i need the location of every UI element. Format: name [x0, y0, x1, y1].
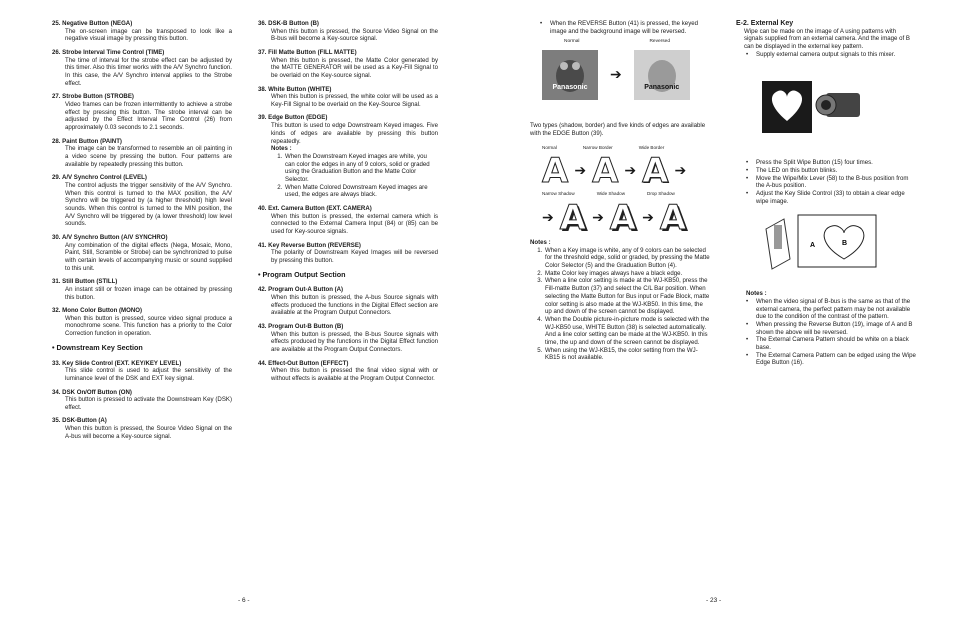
- notes-heading: Notes :: [746, 290, 767, 298]
- normal-caption: Normal: [564, 39, 580, 45]
- manual-item: [52, 234, 232, 273]
- edge-caption: Narrow Shadow: [542, 191, 575, 197]
- item-title: 44. Effect-Out Button (EFFECT): [258, 359, 349, 367]
- item-body: The on-screen image can be transposed to look like a negative visual image by pressing this button.: [65, 27, 232, 43]
- note-item: 2. When Matte Colored Downstream Keyed images are used, the edges are always black.: [284, 184, 438, 199]
- arrow-right-icon: ➔: [592, 209, 604, 226]
- camera-heart-illustration: [760, 73, 870, 143]
- edge-caption: Wide Shadow: [596, 191, 626, 197]
- item-title: 27. Strobe Button (STROBE): [52, 93, 134, 101]
- manual-item: [258, 49, 438, 80]
- arrow-right-icon: ➔: [574, 162, 587, 179]
- manual-item: [52, 138, 232, 169]
- item-body: This button is pressed to activate the Downstream Key (DSK) effect.: [65, 396, 232, 411]
- item-body: The polarity of Downstream Keyed Images will be reversed by pressing this button.: [271, 249, 438, 264]
- item-body: When this button is pressed the final video signal with or without effects is available at the Program Output Connector.: [271, 367, 438, 382]
- bear-figure-icon: [542, 50, 598, 100]
- item-title: 42. Program Out-A Button (A): [258, 286, 344, 294]
- letter-a-normal: A: [542, 151, 569, 192]
- edge-caption: Normal: [542, 144, 557, 150]
- manual-item: [52, 417, 232, 440]
- arrow-right-icon: ➔: [674, 162, 687, 179]
- item-body: When this button is pressed, the A-bus Source signals with effects produced the functions in the Digital Effect section are available at the Program Output Connectors.: [271, 294, 438, 317]
- manual-item: [258, 360, 438, 383]
- item-title: 29. A/V Synchro Control (LEVEL): [52, 174, 147, 182]
- right-column-1: [530, 20, 710, 362]
- manual-item: [52, 20, 232, 43]
- section-heading: • Program Output Section: [258, 269, 346, 279]
- edge-captions-bottom: [542, 190, 710, 198]
- notes-heading: Notes :: [271, 145, 292, 153]
- edge-intro: Two types (shadow, border) and five kinds of edges are available with the EDGE Button (39).: [530, 122, 706, 137]
- letter-a-drop-shadow: A: [659, 197, 687, 238]
- edge-caption: Narrow Border: [582, 144, 613, 150]
- notes-list: [736, 298, 916, 367]
- item-title: 38. White Button (WHITE): [258, 85, 332, 93]
- item-title: 25. Negative Button (NEGA): [52, 20, 133, 27]
- item-title: 37. Fill Matte Button (FILL MATTE): [258, 48, 357, 56]
- letter-a-wide-border: A: [642, 151, 669, 192]
- normal-image: [542, 50, 598, 100]
- item-body: When this button is pressed, the Matte Color generated by the MATTE GENERATOR will be used as a Key-Fill Signal to be overlaid on the Key-source signal.: [271, 56, 438, 80]
- label-a: A: [810, 242, 816, 250]
- notes-heading: Notes :: [530, 238, 551, 246]
- item-body: When this button is pressed, source video signal produce a monochrome scene. This function has a priority to the Color Correction function in operation.: [65, 314, 232, 338]
- arrow-right-icon: ➔: [642, 209, 654, 226]
- item-body: When this button is pressed, the white color will be used as a Key-Fill Signal to be overlaid on the Key-Source Signal.: [271, 93, 438, 108]
- note-item: • The External Camera Pattern can be edged using the Wipe Edge Button (16).: [746, 352, 916, 367]
- brand-label: Panasonic: [552, 84, 588, 92]
- manual-item: [52, 278, 232, 301]
- arrow-right-icon: ➔: [542, 209, 554, 226]
- item-body: An instant still or frozen image can be obtained by pressing this button.: [65, 285, 232, 301]
- note-item: • When the video signal of B-bus is the same as that of the external camera, the perfect pattern may be not available due to the condition of the contrast of the pattern.: [746, 298, 916, 321]
- reverse-bullet: • When the REVERSE Button (41) is pressed, the keyed image and the background image will be reversed.: [540, 20, 710, 35]
- note-item: • The External Camera Pattern should be white on a black base.: [746, 336, 916, 351]
- item-body: The control adjusts the trigger sensitivity of the A/V Synchro. When this control is turned to the MAX position, the A/V Synchro will be triggered by (a higher threshold) high level sounds. When this control is turned to the MIN position, the A/V Synchro will be triggered by (a lower threshold) low level sounds.: [65, 181, 232, 228]
- arrow-right-icon: ➔: [624, 162, 637, 179]
- note-item: 2. Matte Color key images always have a black edge.: [544, 270, 710, 278]
- manual-item: [52, 360, 232, 383]
- step-item: • The LED on this button blinks.: [746, 167, 916, 175]
- reversed-image: [634, 50, 690, 100]
- section-heading: • Downstream Key Section: [52, 342, 143, 352]
- reverse-illustration: [542, 50, 710, 100]
- edge-row-bottom: [542, 197, 710, 238]
- manual-item: [52, 49, 232, 88]
- label-b: B: [842, 240, 848, 248]
- manual-item: [258, 323, 438, 354]
- item-body: When this button is pressed, the Source Video Signal on the B-bus will become a Key-source signal.: [271, 27, 438, 43]
- item-title: 33. Key Slide Control (EXT. KEY/KEY LEVEL): [52, 359, 182, 367]
- left-column-1: [52, 20, 232, 446]
- note-item: 1. When a Key image is white, any of 9 colors can be selected for the threshold edge, solid or graded, by pressing the Matte Color Selector (5) and the Graduation Button (4).: [544, 247, 710, 270]
- letter-a-narrow-shadow: A: [559, 197, 587, 238]
- note-item: 5. When using the WJ-KB15, the color setting from the WJ-KB15 is not available.: [544, 347, 710, 362]
- manual-item: [258, 242, 438, 265]
- note-item: 3. When a line color setting is made at the WJ-KB50, press the Fill-matte Button (37) and select the C/L Bar position. When selecting the Matte Button for Bus input or Fade Block, matte color setting is also made at the WJ-KB50. In this time, the up and down of the screen cannot be displayed.: [544, 277, 710, 316]
- manual-item: [52, 174, 232, 228]
- item-title: 35. DSK-Button (A): [52, 417, 107, 425]
- item-title: 26. Strobe Interval Time Control (TIME): [52, 48, 165, 56]
- edge-captions-top: [542, 144, 710, 152]
- manual-item: [52, 93, 232, 132]
- brand-label: Panasonic: [644, 84, 680, 92]
- notes-list: [530, 247, 710, 363]
- arrow-right-icon: ➔: [610, 66, 622, 83]
- manual-item: [52, 307, 232, 338]
- item-body: This slide control is used to adjust the sensitivity of the luminance level of the DSK and EXT key signal.: [65, 367, 232, 382]
- left-column-2: [258, 20, 438, 389]
- page-number: - 23 -: [706, 597, 722, 604]
- manual-item: [258, 205, 438, 236]
- manual-item: [258, 286, 438, 317]
- notes-list: [258, 153, 438, 199]
- item-title: 28. Paint Button (PAINT): [52, 137, 122, 145]
- note-item: 4. When the Double picture-in-picture mode is selected with the WJ-KB50 use, WHITE Button (38) is selected automatically. And a line color setting can be made at the WJ-KB50. In this time, the up and down of the screen cannot be displayed.: [544, 316, 710, 347]
- page-number: - 6 -: [238, 597, 250, 604]
- item-body: When this button is pressed, the external camera which is connected to the External Camera Input (84) or (85) can be used for Key-source signals.: [271, 212, 438, 236]
- bear-figure-icon: [634, 50, 690, 100]
- item-body: Any combination of the digital effects (Nega, Mosaic, Mono, Paint, Still, Scramble or Strobe) can be synchronized to pulse with certain levels of accompanying music or sound supplied to this unit.: [65, 241, 232, 272]
- manual-item: [52, 389, 232, 412]
- section-title: E-2. External Key: [736, 20, 794, 27]
- item-body: The time of interval for the strobe effect can be adjusted by this timer. Also this timer works with the A/V Synchro function. In this case, the A/V Synchro interval applies to the Strobe effect.: [65, 56, 232, 87]
- edge-caption: Wide Border: [638, 144, 665, 150]
- item-title: 36. DSK-B Button (B): [258, 20, 319, 27]
- item-title: 40. Ext. Camera Button (EXT. CAMERA): [258, 204, 372, 212]
- wipe-lever-illustration: [760, 209, 880, 271]
- item-title: 31. Still Button (STILL): [52, 278, 118, 286]
- section-body: Wipe can be made on the image of A using patterns with signals supplied from an external camera. And the image of B can be displayed in the external key pattern.: [744, 27, 910, 51]
- item-title: 43. Program Out-B Button (B): [258, 322, 344, 330]
- reverse-bullet-list: [530, 20, 710, 35]
- letter-a-narrow-border: A: [592, 151, 619, 192]
- manual-item: [258, 114, 438, 199]
- note-item: • When pressing the Reverse Button (19), image of A and B shown the above will be reversed.: [746, 321, 916, 336]
- item-title: 39. Edge Button (EDGE): [258, 114, 328, 122]
- item-title: 34. DSK On/Off Button (ON): [52, 388, 132, 396]
- right-column-2: [736, 20, 916, 367]
- letter-a-wide-shadow: A: [609, 197, 637, 238]
- item-body: Video frames can be frozen intermittently to achieve a strobe effect by pressing this button. The strobe interval can be adjusted by the Effect Interval Time Control (26) from approximately 0.03 seconds to 2.1 seconds.: [65, 100, 232, 132]
- item-body: This button is used to edge Downstream Keyed images. Five kinds of edges are available by pressing this button repeatedly.: [271, 122, 438, 145]
- step-item: • Press the Split Wipe Button (15) four times.: [746, 159, 916, 167]
- item-title: 30. A/V Synchro Button (A/V SYNCHRO): [52, 233, 168, 241]
- item-title: 32. Mono Color Button (MONO): [52, 307, 143, 315]
- edge-row-top: [542, 151, 710, 192]
- item-body: When this button is pressed, the Source Video Signal on the A-bus will become a Key-source signal.: [65, 425, 232, 440]
- step-item: • Move the Wipe/Mix Lever (58) to the B-bus position from the A-bus position.: [746, 175, 916, 190]
- manual-item: [258, 86, 438, 109]
- bullet-item: • Supply external camera output signals to this mixer.: [746, 51, 916, 59]
- edge-caption: Drop Shadow: [647, 191, 675, 197]
- reversed-caption: Reversed: [649, 39, 670, 45]
- item-body: When this button is pressed, the B-bus Source signals with effects produced by the functions in the Digital Effect function are available at the Program Output Connectors.: [271, 330, 438, 354]
- e2-steps: [736, 159, 916, 205]
- e2-bullets: [736, 51, 916, 59]
- item-title: 41. Key Reverse Button (REVERSE): [258, 241, 361, 249]
- manual-item: [258, 20, 438, 43]
- step-item: • Adjust the Key Slide Control (33) to obtain a clear edge wipe image.: [746, 190, 916, 205]
- item-body: The image can be transformed to resemble an oil painting in a video scene by pressing the button. Four patterns are available by repeatedly pressing this button.: [65, 145, 232, 168]
- note-item: 1. When the Downstream Keyed images are white, you can color the edges in any of 9 colors, solid or graded using the Graduation Button and the Matte Color Selector.: [284, 153, 438, 184]
